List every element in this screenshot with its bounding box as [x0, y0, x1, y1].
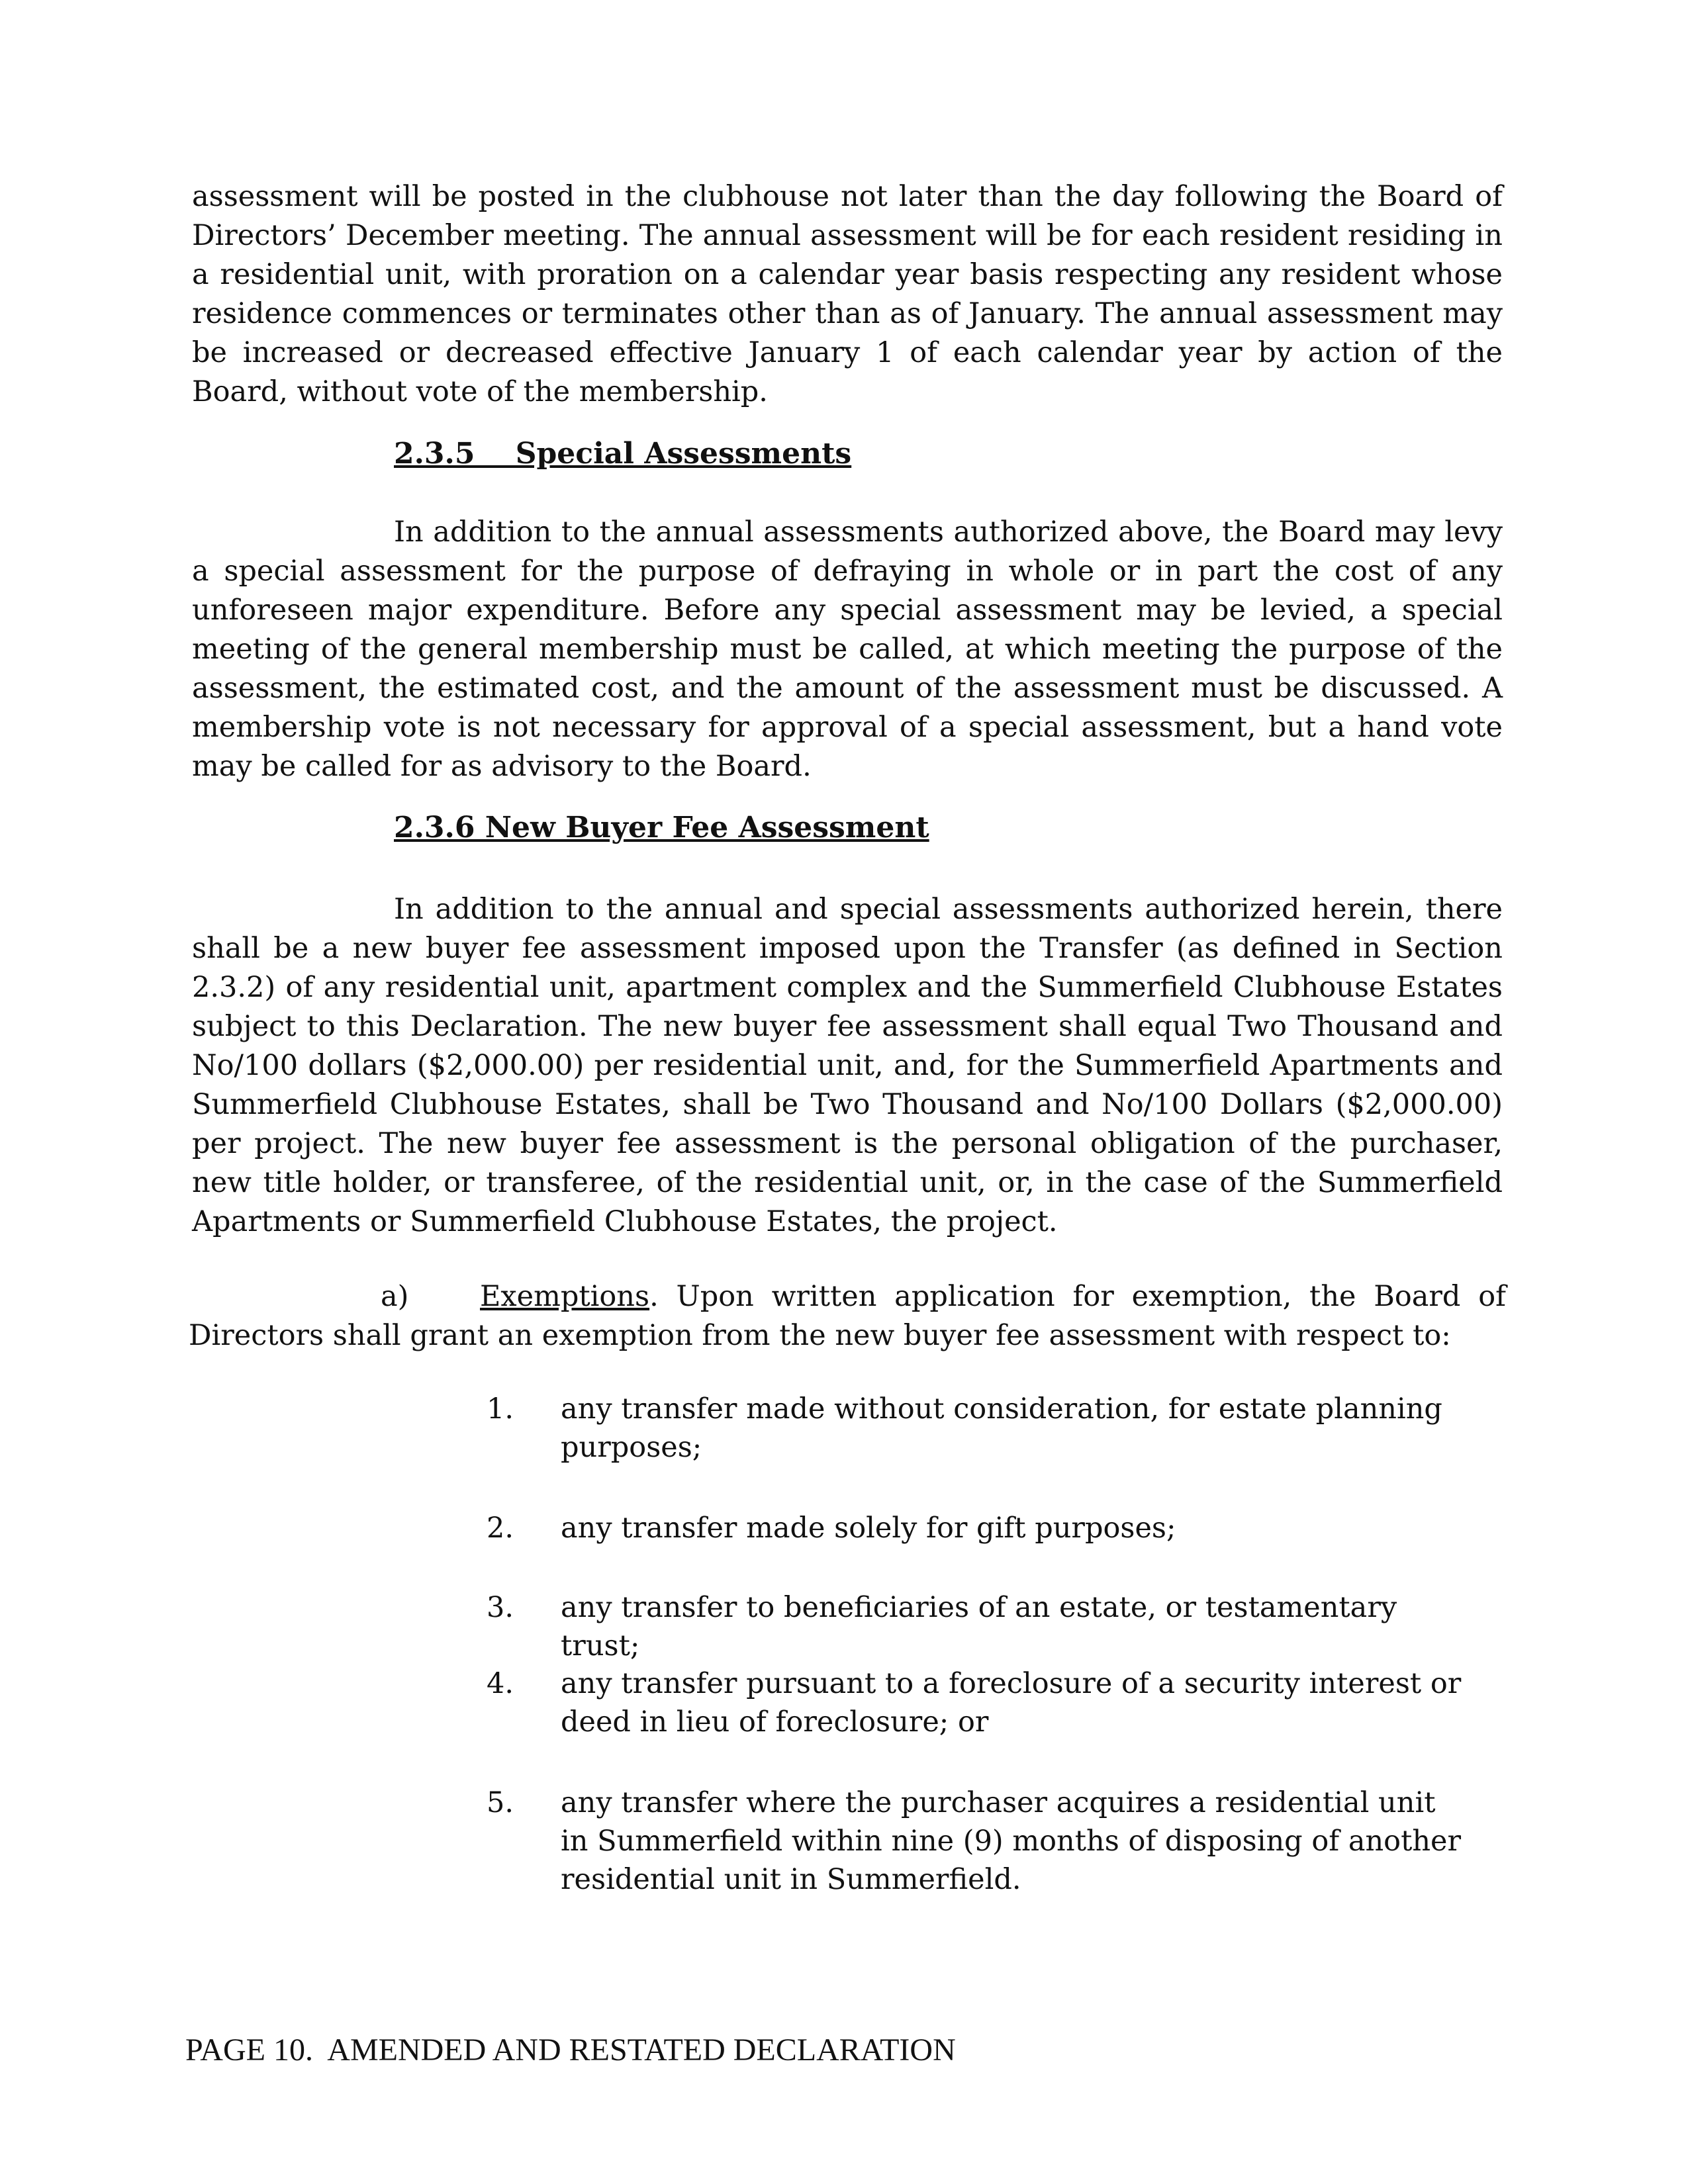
exemption-item-text: any transfer made without consideration, for estate planning purposes; — [561, 1392, 1442, 1464]
exemptions-paragraph — [189, 1277, 1506, 1355]
exemptions-marker: a) — [381, 1280, 409, 1313]
exemption-item-number: 4. — [487, 1667, 514, 1700]
exemption-item-4 — [487, 1664, 1466, 1741]
section-2-3-5-body: In addition to the annual assessments authorized above, the Board may levy a special assessment for the purpose of defraying in whole or in part the cost of any unforeseen major expenditure. Before any special assessment may be levied, a special meeting of the general membership must be called, at which meeting the purpose of the assessment, the estimated cost, and the amount of the assessment must be discussed. A membership vote is not necessary for approval of a special assessment, but a hand vote may be called for as advisory to the Board. — [192, 516, 1503, 783]
exemptions-title: Exemptions — [480, 1280, 650, 1313]
exemption-item-5 — [487, 1784, 1466, 1899]
exemption-item-number: 3. — [487, 1591, 514, 1624]
continuation-paragraph: assessment will be posted in the clubhouse not later than the day following the Board of Directors’ December meeting. The annual assessment will be for each resident residing in a residential unit, with proration on a calendar year basis respecting any resident whose residence commences or terminates other than as of January. The annual assessment may be increased or decreased effective January 1 of each calendar year by action of the Board, without vote of the membership. — [192, 180, 1503, 408]
page-footer: PAGE 10. AMENDED AND RESTATED DECLARATION — [185, 2032, 956, 2068]
exemption-item-1 — [487, 1390, 1466, 1467]
section-2-3-6-heading: 2.3.6 New Buyer Fee Assessment — [394, 811, 929, 844]
exemptions-intro: . Upon written application for exemption, the Board of Directors shall grant an exemption from the new buyer fee assessment with respect to: — [189, 1280, 1506, 1352]
exemption-item-number: 2. — [487, 1512, 514, 1545]
exemption-item-number: 5. — [487, 1786, 514, 1819]
exemption-item-3 — [487, 1588, 1466, 1665]
exemption-item-2 — [487, 1509, 1466, 1547]
exemption-item-number: 1. — [487, 1392, 514, 1426]
section-2-3-6-body: In addition to the annual and special assessments authorized herein, there shall be a new buyer fee assessment imposed upon the Transfer (as defined in Section 2.3.2) of any residential unit, apartment complex and the Summerfield Clubhouse Estates subject to this Declaration. The new buyer fee assessment shall equal Two Thousand and No/100 dollars ($2,000.00) per residential unit, and, for the Summerfield Apartments and Summerfield Clubhouse Estates, shall be Two Thousand and No/100 Dollars ($2,000.00) per project. The new buyer fee assessment is the personal obligation of the purchaser, new title holder, or transferee, of the residential unit, or, in the case of the Summerfield Apartments or Summerfield Clubhouse Estates, the project. — [192, 893, 1503, 1238]
exemption-item-text: any transfer pursuant to a foreclosure of a security interest or deed in lieu of foreclosure; or — [561, 1667, 1462, 1739]
exemption-item-text: any transfer made solely for gift purposes; — [561, 1512, 1176, 1545]
section-2-3-5-heading: 2.3.5 Special Assessments — [394, 437, 852, 471]
exemption-item-text: any transfer where the purchaser acquires a residential unit in Summerfield within nine (9) months of disposing of another residential unit in Summerfield. — [561, 1786, 1462, 1896]
exemption-item-text: any transfer to beneficiaries of an estate, or testamentary trust; — [561, 1591, 1397, 1662]
